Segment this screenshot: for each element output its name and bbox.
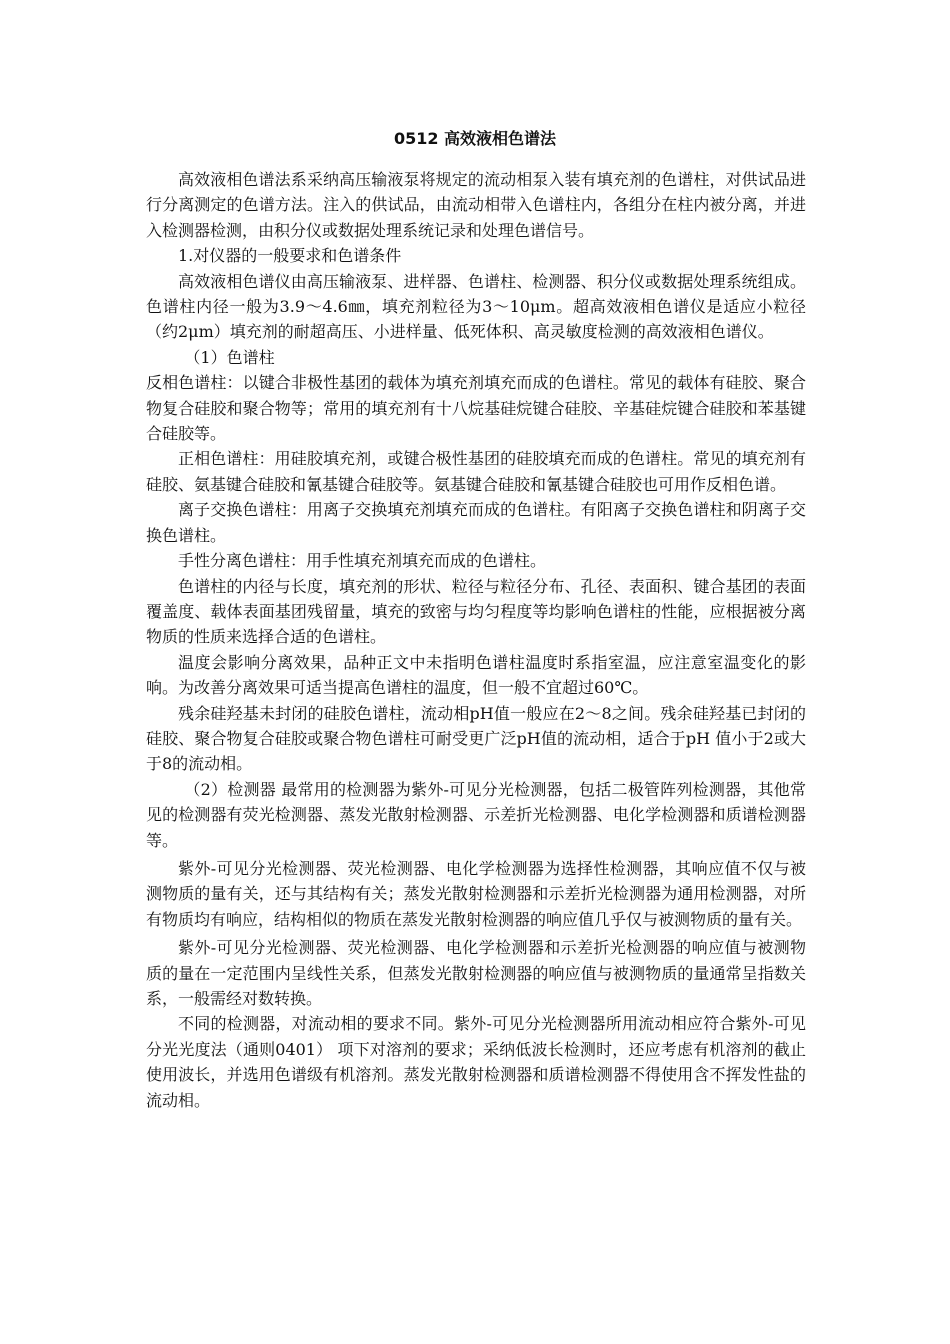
paragraph-normal-phase: 正相色谱柱：用硅胶填充剂，或键合极性基团的硅胶填充而成的色谱柱。常见的填充剂有硅胶、氨基键合硅胶和氰基键合硅胶等。氨基键合硅胶和氰基键合硅胶也可用作反相色谱。 [146, 449, 806, 494]
paragraph-intro: 高效液相色谱法系采纳高压输液泵将规定的流动相泵入装有填充剂的色谱柱，对供试品进行分离测定的色谱方法。注入的供试品，由流动相带入色谱柱内，各组分在柱内被分离，并进入检测器检测，由积分仪或数据处理系统记录和处理色谱信号。 [146, 170, 806, 240]
paragraph-ion-exchange: 离子交换色谱柱：用离子交换填充剂填充而成的色谱柱。有阳离子交换色谱柱和阴离子交换色谱柱。 [146, 500, 806, 545]
page-title: 0512 高效液相色谱法 [393, 129, 557, 148]
subheading-column: （1）色谱柱 [184, 347, 275, 367]
section-heading-instrument: 1.对仪器的一般要求和色谱条件 [178, 246, 402, 266]
paragraph-linear-response: 紫外-可见分光检测器、荧光检测器、电化学检测器和示差折光检测器的响应值与被测物质的量在一定范围内呈线性关系，但蒸发光散射检测器的响应值与被测物质的量通常呈指数关系，一般需经对数转换。 [146, 938, 806, 1008]
document-body [146, 167, 806, 1113]
paragraph-temperature: 温度会影响分离效果，品种正文中未指明色谱柱温度时系指室温，应注意室温变化的影响。为改善分离效果可适当提高色谱柱的温度，但一般不宜超过60℃。 [146, 652, 806, 698]
paragraph-chiral: 手性分离色谱柱：用手性填充剂填充而成的色谱柱。 [178, 551, 547, 571]
paragraph-reverse-phase: 反相色谱柱：以键合非极性基团的载体为填充剂填充而成的色谱柱。常见的载体有硅胶、聚合物复合硅胶和聚合物等；常用的填充剂有十八烷基硅烷键合硅胶、辛基硅烷键合硅胶和苯基键合硅胶等。 [146, 373, 806, 444]
paragraph-column-properties: 色谱柱的内径与长度，填充剂的形状、粒径与粒径分布、孔径、表面积、键合基团的表面覆盖度、载体表面基团残留量，填充的致密与均匀程度等均影响色谱柱的性能，应根据被分离物质的性质来选择合适的色谱柱。 [146, 576, 806, 647]
paragraph-selective-detectors: 紫外-可见分光检测器、荧光检测器、电化学检测器为选择性检测器，其响应值不仅与被测物质的量有关，还与其结构有关；蒸发光散射检测器和示差折光检测器为通用检测器，对所有物质均有响应，结构相似的物质在蒸发光散射检测器的响应值几乎仅与被测物质的量有关。 [146, 858, 806, 929]
paragraph-mobile-phase-requirements: 不同的检测器，对流动相的要求不同。紫外-可见分光检测器所用流动相应符合紫外-可见分光光度法（通则0401） 项下对溶剂的要求；采纳低波长检测时，还应考虑有机溶剂的截止使用波长，并选用色谱级有机溶剂。蒸发光散射检测器和质谱检测器不得使用含不挥发性盐的流动相。 [146, 1014, 806, 1110]
paragraph-ph: 残余硅羟基未封闭的硅胶色谱柱，流动相pH值一般应在2～8之间。残余硅羟基已封闭的硅胶、聚合物复合硅胶或聚合物色谱柱可耐受更广泛pH值的流动相，适合于pH 值小于2或大于8的流动相。 [146, 703, 806, 774]
subheading-detector: （2）检测器 最常用的检测器为紫外-可见分光检测器，包括二极管阵列检测器，其他常见的检测器有荧光检测器、蒸发光散射检测器、示差折光检测器、电化学检测器和质谱检测器等。 [146, 779, 806, 850]
paragraph-instrument: 高效液相色谱仪由高压输液泵、进样器、色谱柱、检测器、积分仪或数据处理系统组成。色谱柱内径一般为3.9～4.6㎜，填充剂粒径为3～10μm。超高效液相色谱仪是适应小粒径（约2μm）填充剂的耐超高压、小进样量、低死体积、高灵敏度检测的高效液相色谱仪。 [146, 271, 806, 342]
